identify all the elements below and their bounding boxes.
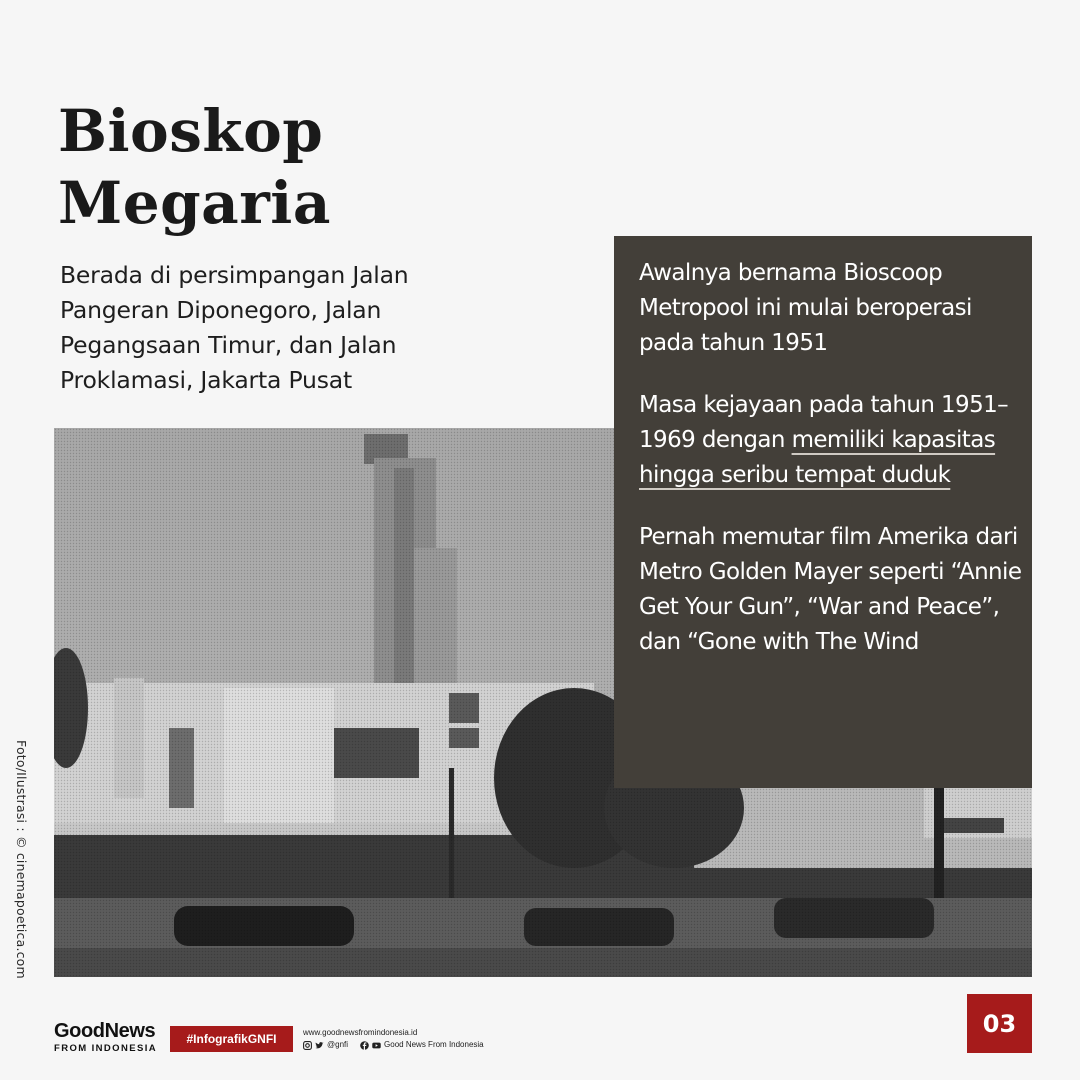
logo-tagline: FROM INDONESIA — [54, 1043, 157, 1054]
facts-panel — [614, 236, 1032, 788]
fact-text: Pernah memutar film Amerika dari Metro Golden Mayer seperti “Annie Get Your Gun”, “War and Peace”, dan “Gone with The Wind — [639, 524, 1022, 655]
fact-highlight: memiliki kapasitas hingga seribu tempat duduk — [639, 427, 996, 488]
page-number: 03 — [967, 994, 1032, 1053]
fact-text: Masa kejayaan pada tahun 1951–1969 dengan — [639, 392, 1009, 453]
goodnews-logo[interactable] — [54, 1021, 157, 1055]
contact-info — [303, 1027, 484, 1051]
title-line-2: Megaria — [58, 169, 331, 237]
photo-credit: Foto/Ilustrasi : © cinemapoetica.com — [14, 740, 29, 979]
twitter-icon[interactable] — [315, 1041, 324, 1050]
instagram-icon[interactable] — [303, 1041, 312, 1050]
logo-wordmark: GoodNews — [54, 1020, 156, 1042]
page-title — [58, 95, 331, 239]
page-name[interactable]: Good News From Indonesia — [384, 1040, 484, 1049]
fact-item — [639, 520, 1022, 660]
facebook-icon[interactable] — [360, 1041, 369, 1050]
fact-item — [639, 256, 1022, 361]
title-line-1: Bioskop — [58, 97, 324, 165]
youtube-icon[interactable] — [372, 1041, 381, 1050]
social-handle[interactable]: @gnfi — [327, 1040, 349, 1049]
fact-item — [639, 388, 1022, 493]
website-link[interactable]: www.goodnewsfromindonesia.id — [303, 1028, 418, 1037]
fact-text: Awalnya bernama Bioscoop Metropool ini mulai beroperasi pada tahun 1951 — [639, 260, 972, 356]
hashtag-badge: #InfografikGNFI — [170, 1026, 293, 1052]
location-subtitle: Berada di persimpangan Jalan Pangeran Diponegoro, Jalan Pegangsaan Timur, dan Jalan Proklamasi, Jakarta Pusat — [60, 261, 409, 394]
